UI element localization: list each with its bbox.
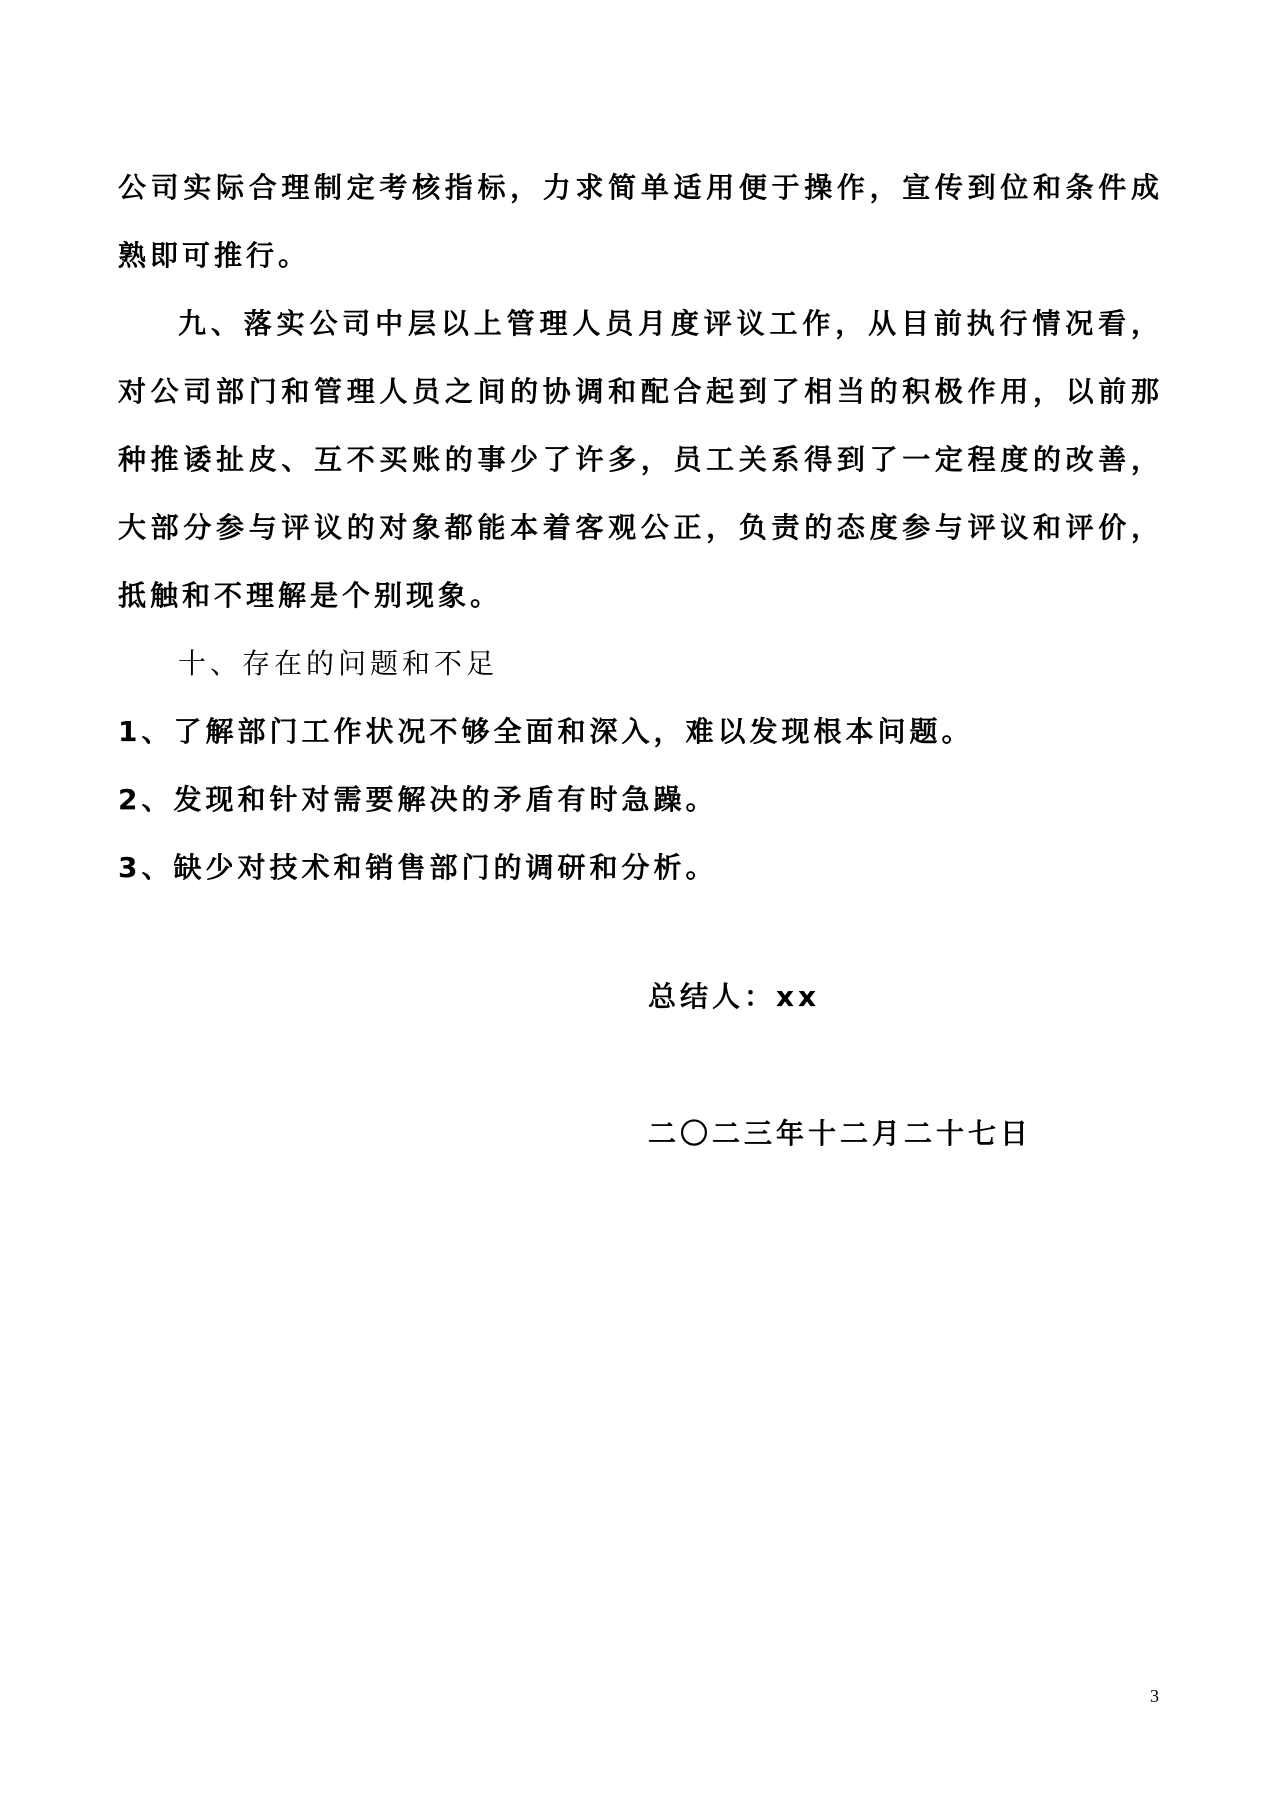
list-item-1: 1、了解部门工作状况不够全面和深入，难以发现根本问题。 (118, 715, 974, 748)
list-item-3: 3、缺少对技术和销售部门的调研和分析。 (118, 851, 718, 884)
paragraph-continuation: 公司实际合理制定考核指标，力求简单适用便于操作，宣传到位和条件成熟即可推行。 (118, 171, 1163, 272)
page-number: 3 (1150, 1686, 1159, 1706)
section-heading-ten: 十、存在的问题和不足 (178, 647, 499, 680)
list-item-2: 2、发现和针对需要解决的矛盾有时急躁。 (118, 783, 718, 816)
signature-line: 总结人：xx (648, 980, 821, 1013)
document-body (118, 154, 1163, 902)
date-line: 二〇二三年十二月二十七日 (648, 1117, 1033, 1150)
paragraph-nine: 九、落实公司中层以上管理人员月度评议工作，从目前执行情况看，对公司部门和管理人员之间的协调和配合起到了相当的积极作用，以前那种推诿扯皮、互不买账的事少了许多，员工关系得到了一定程度的改善，大部分参与评议的对象都能本着客观公正，负责的态度参与评议和评价，抵触和不理解是个别现象。 (118, 307, 1163, 612)
